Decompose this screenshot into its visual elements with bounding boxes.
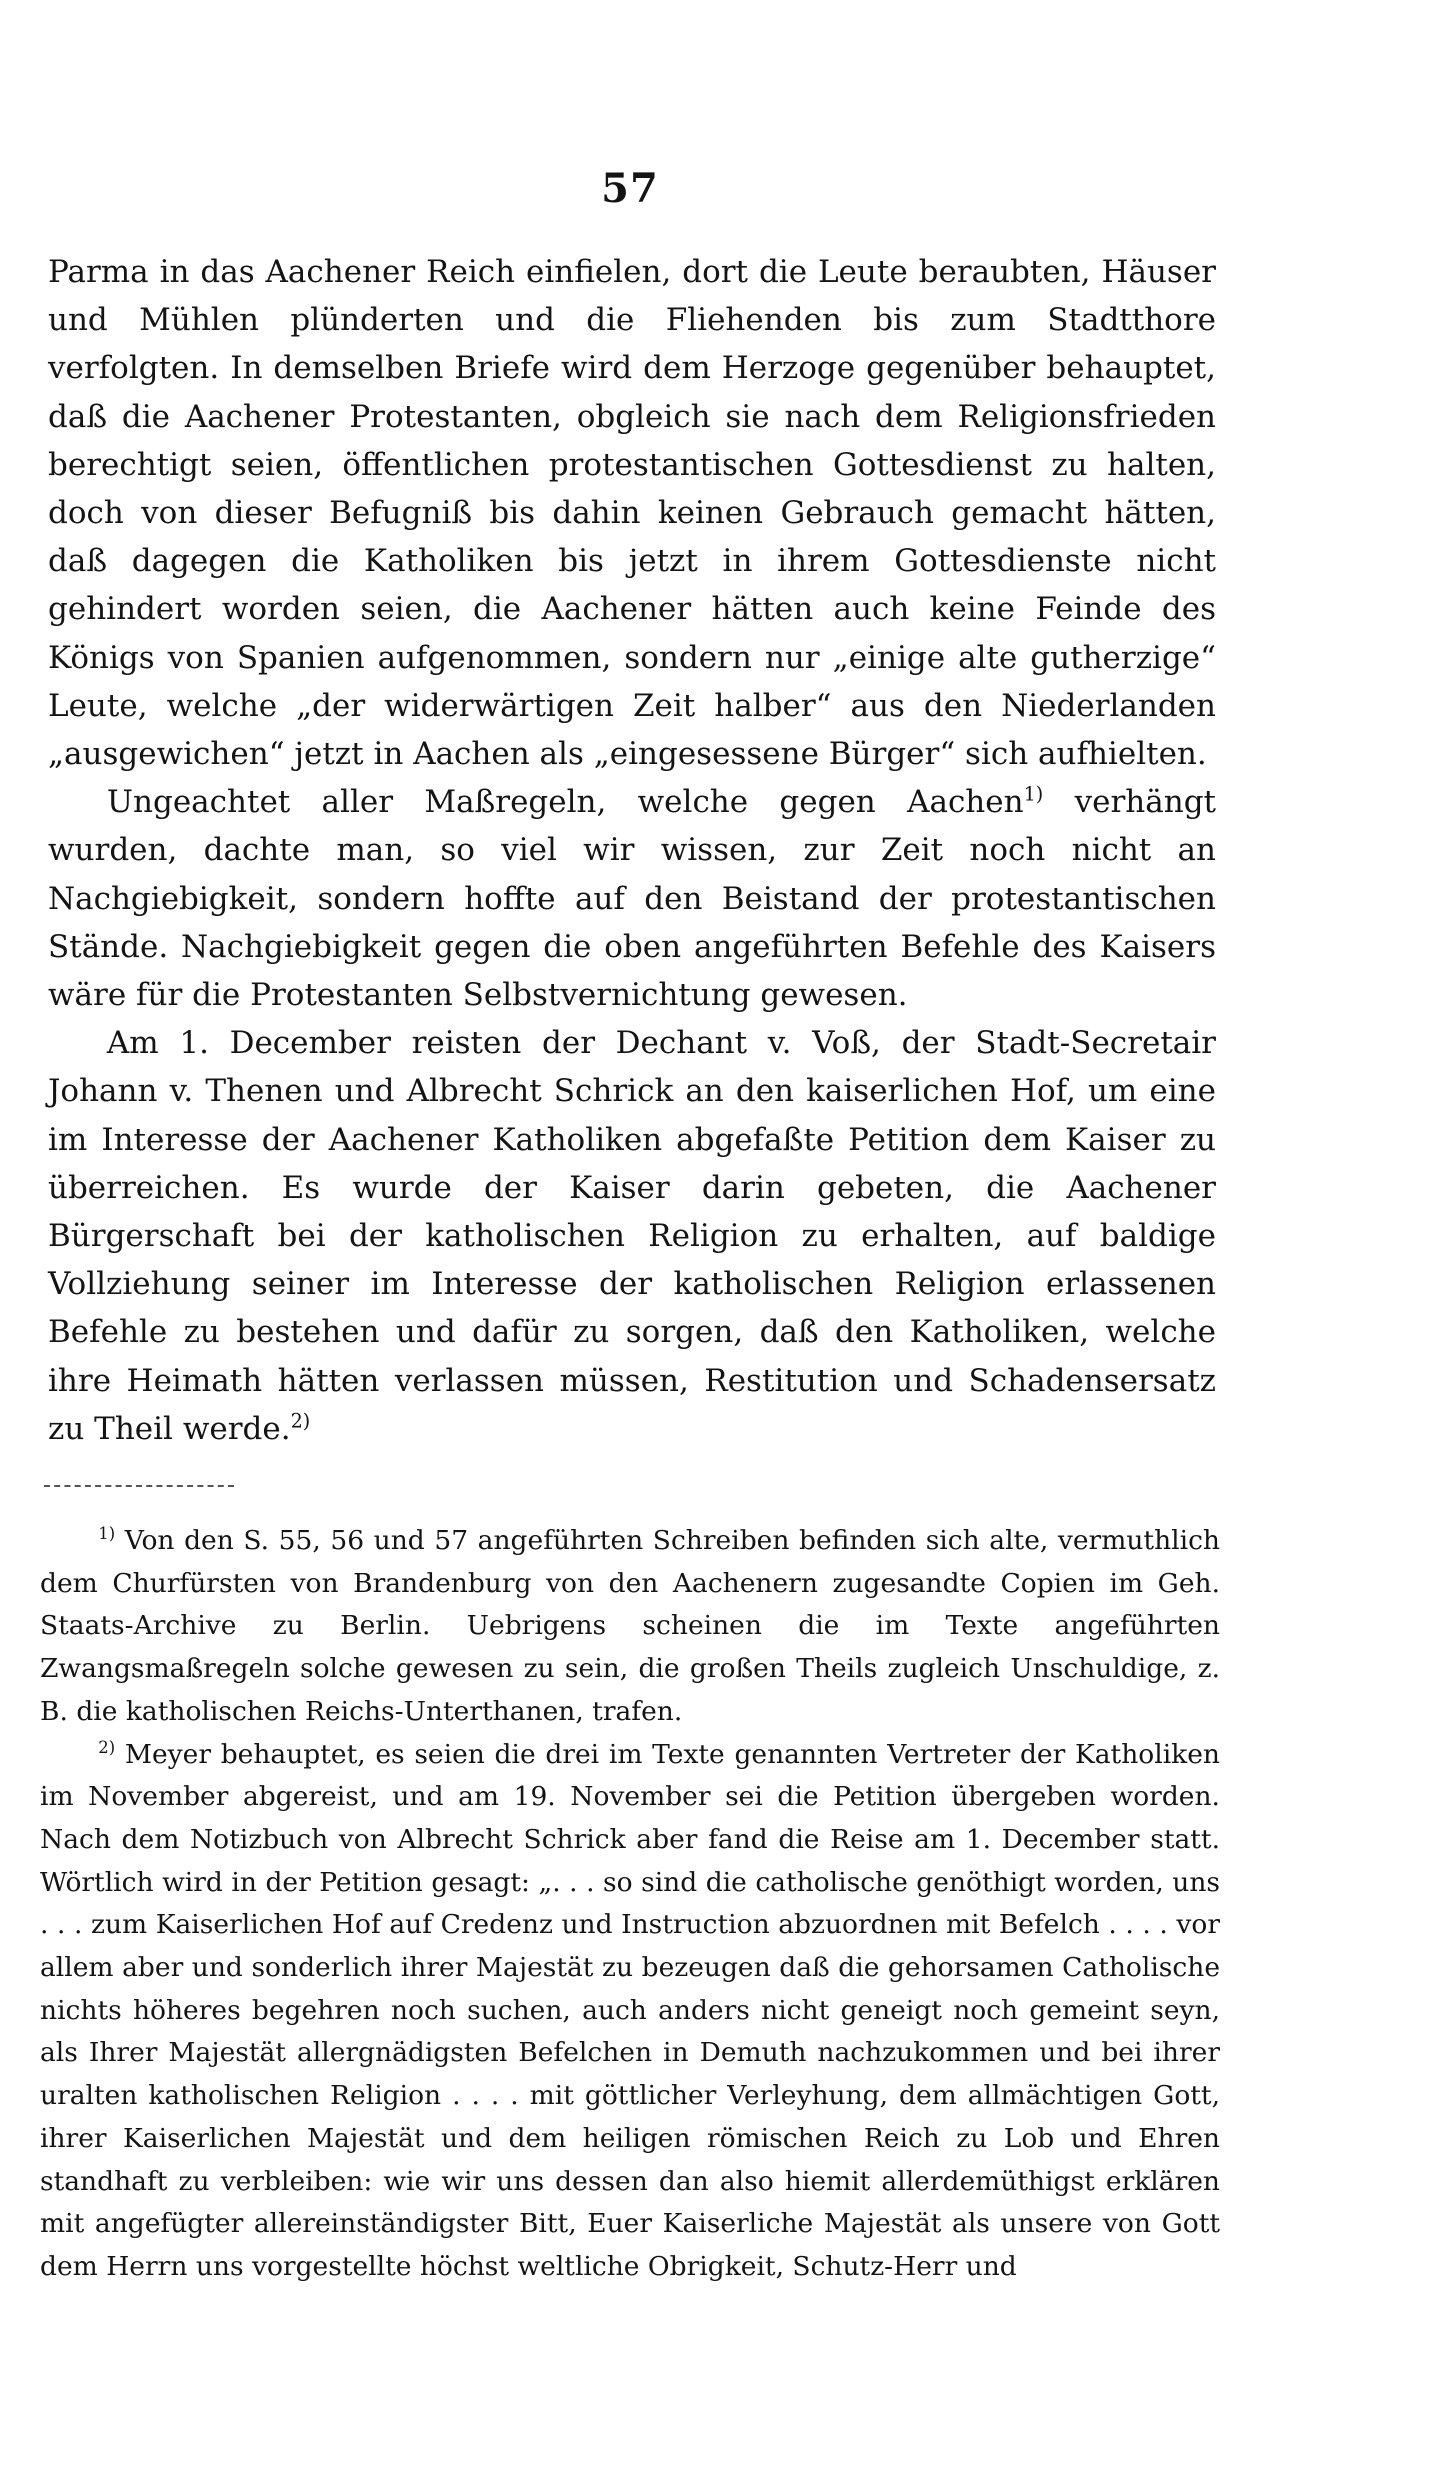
- paragraph-1: Parma in das Aachener Reich einfielen, dort die Leute beraubten, Häuser und Mühlen plünderten und die Fliehenden bis zum Stadtthore verfolgten. In demselben Briefe wird dem Herzoge gegenüber behauptet, daß die Aachener Protestanten, obgleich sie nach dem Religionsfrieden berechtigt seien, öffentlichen protestantischen Gottesdienst zu halten, doch von dieser Befugniß bis dahin keinen Gebrauch gemacht hätten, daß dagegen die Katholiken bis jetzt in ihrem Gottesdienste nicht gehindert worden seien, die Aachener hätten auch keine Feinde des Königs von Spanien aufgenommen, sondern nur „einige alte gutherzige“ Leute, welche „der widerwärtigen Zeit halber“ aus den Niederlanden „ausgewichen“ jetzt in Aachen als „eingesessene Bürger“ sich aufhielten.: [48, 254, 1216, 773]
- paragraph-2-text-after: verhängt wurden, dachte man, so viel wir wissen, zur Zeit noch nicht an Nachgiebigkeit, sondern hoffte auf den Beistand der protestantischen Stände. Nachgiebigkeit gegen die oben angeführten Befehle des Kaisers wäre für die Protestanten Selbstvernichtung gewesen.: [48, 784, 1217, 1014]
- footnote-1-text: Von den S. 55, 56 und 57 angeführten Schreiben befinden sich alte, vermuthlich dem Churfürsten von Brandenburg von den Aachenern zugesandte Copien im Geh. Staats-Archive zu Berlin. Uebrigens scheinen die im Texte angeführten Zwangsmaßregeln solche gewesen zu sein, die großen Theils zugleich Unschuldige, z. B. die katholischen Reichs-Unterthanen, trafen.: [40, 1525, 1220, 1727]
- page-number: 57: [601, 165, 659, 212]
- footnote-2-text: Meyer behauptet, es seien die drei im Texte genannten Vertreter der Katholiken im November abgereist, und am 19. November sei die Petition übergeben worden. Nach dem Notizbuch von Albrecht Schrick aber fand die Reise am 1. December statt. Wörtlich wird in der Petition gesagt: „. . . so sind die catholische genöthigt worden, uns . . . zum Kaiserlichen Hof auf Credenz und Instruction abzuordnen mit Befelch . . . . vor allem aber und sonderlich ihrer Majestät zu bezeugen daß die gehorsamen Catholische nichts höheres begehren noch suchen, auch anders nicht geneigt noch gemeint seyn, als Ihrer Majestät allergnädigsten Befelchen in Demuth nachzukommen und bei ihrer uralten katholischen Religion . . . . mit göttlicher Verleyhung, dem allmächtigen Gott, ihrer Kaiserlichen Majestät und dem heiligen römischen Reich zu Lob und Ehren standhaft zu verbleiben: wie wir uns dessen dan also hiemit allerdemüthigst erklären mit angefügter allereinständigster Bitt, Euer Kaiserliche Majestät als unsere von Gott dem Herrn uns vorgestellte höchst weltliche Obrigkeit, Schutz-Herr und: [40, 1738, 1220, 2282]
- paragraph-2: [48, 778, 1216, 1019]
- paragraph-3-text-before: Am 1. December reisten der Dechant v. Voß, der Stadt-Secretair Johann v. Thenen und Albrecht Schrick an den kaiserlichen Hof, um eine im Interesse der Aachener Katholiken abgefaßte Petition dem Kaiser zu überreichen. Es wurde der Kaiser darin gebeten, die Aachener Bürgerschaft bei der katholischen Religion zu erhalten, auf baldige Vollziehung seiner im Interesse der katholischen Religion erlassenen Befehle zu bestehen und dafür zu sorgen, daß den Katholiken, welche ihre Heimath hätten verlassen müssen, Restitution und Schadensersatz zu Theil werde.: [48, 1025, 1216, 1447]
- footnote-reference-2: 2): [290, 1409, 311, 1433]
- paragraph-2-text-before: Ungeachtet aller Maßregeln, welche gegen Aachen: [106, 784, 1024, 821]
- footnote-2-mark: 2): [98, 1737, 116, 1757]
- footnote-reference-1: 1): [1023, 782, 1044, 806]
- footnote-1-mark: 1): [98, 1524, 116, 1544]
- main-text: [48, 248, 1216, 1453]
- footnote-2: [40, 1734, 1220, 2289]
- footnote-separator: [44, 1485, 234, 1487]
- paragraph-3: [48, 1019, 1216, 1453]
- footnotes: [40, 1520, 1220, 2289]
- footnote-1: [40, 1520, 1220, 1734]
